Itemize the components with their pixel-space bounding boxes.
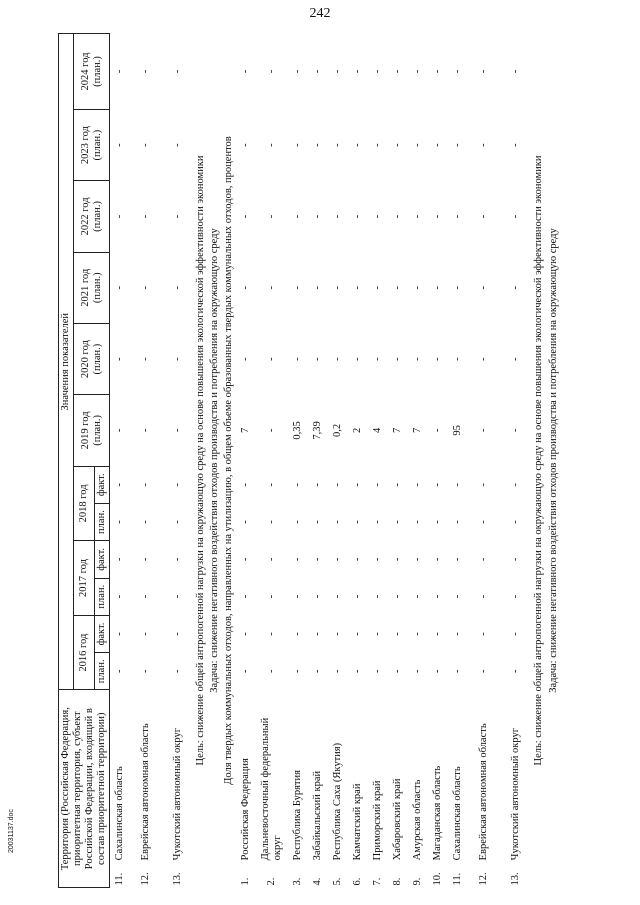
value-cell: - <box>332 520 344 524</box>
value-cell: - <box>266 357 278 361</box>
value-cell: - <box>240 357 252 361</box>
section-1 <box>194 34 236 888</box>
value-cell: - <box>332 357 344 361</box>
value-cell: - <box>240 669 252 674</box>
value-cell: - <box>510 143 522 147</box>
table-row <box>348 34 368 888</box>
value-cell: - <box>114 286 126 290</box>
value-cell: - <box>510 214 522 219</box>
value-cell: - <box>172 520 184 524</box>
value-cell: - <box>392 482 404 487</box>
value-cell: - <box>332 69 344 74</box>
header-2019: 2019 год (план.) <box>74 395 110 466</box>
value-cell: - <box>114 357 126 361</box>
task-text: Задача: снижение негативного воздействия отходов производства и потребления на окружающую среду <box>547 228 559 693</box>
row-number: 11. <box>114 872 126 886</box>
footer-filename: 20031137.doc <box>8 809 15 853</box>
value-cell: - <box>114 557 126 562</box>
value-cell: - <box>432 482 444 487</box>
value-cell: - <box>478 520 490 524</box>
value-cell: - <box>114 482 126 487</box>
value-cell: - <box>478 143 490 147</box>
header-values: Значения показателей <box>59 34 74 690</box>
value-cell: - <box>478 632 490 636</box>
value-cell: - <box>392 143 404 147</box>
value-cell: - <box>332 482 344 487</box>
value-cell: - <box>392 357 404 361</box>
value-cell: - <box>172 428 184 433</box>
value-cell: - <box>114 632 126 636</box>
table-row <box>162 34 194 888</box>
value-cell: - <box>266 428 278 433</box>
value-cell: - <box>412 69 424 74</box>
header-2016: 2016 год <box>74 615 95 690</box>
value-cell: - <box>510 557 522 562</box>
value-cell: - <box>312 143 324 147</box>
table-row <box>448 34 468 888</box>
value-cell: 0,2 <box>332 423 344 437</box>
value-cell: - <box>372 632 384 636</box>
value-cell: - <box>372 482 384 487</box>
value-cell: 95 <box>452 425 464 436</box>
territory-name: Чукотский автономный округ <box>510 727 522 861</box>
value-cell: - <box>432 143 444 147</box>
value-cell: - <box>510 357 522 361</box>
value-cell: - <box>332 286 344 290</box>
territory-name: Дальневосточный федеральный округ <box>260 717 284 861</box>
header-2017: 2017 год <box>74 541 95 616</box>
value-cell: - <box>432 428 444 433</box>
header-2018: 2018 год <box>74 466 95 541</box>
value-cell: - <box>312 482 324 487</box>
value-cell: - <box>432 632 444 636</box>
value-cell: - <box>452 357 464 361</box>
value-cell: - <box>140 69 152 74</box>
value-cell: - <box>392 632 404 636</box>
territory-name: Чукотский автономный округ <box>172 727 184 861</box>
value-cell: - <box>140 357 152 361</box>
value-cell: - <box>312 357 324 361</box>
value-cell: - <box>478 669 490 674</box>
value-cell: - <box>240 286 252 290</box>
territory-name: Сахалинская область <box>114 766 126 861</box>
value-cell: - <box>266 632 278 636</box>
value-cell: - <box>392 594 404 599</box>
value-cell: - <box>266 594 278 599</box>
value-cell: - <box>452 482 464 487</box>
header-2020: 2020 год (план.) <box>74 323 110 394</box>
value-cell: - <box>372 214 384 219</box>
row-number: 12. <box>140 872 152 886</box>
value-cell: - <box>392 214 404 219</box>
header-fact: факт. <box>95 541 110 578</box>
value-cell: - <box>452 594 464 599</box>
value-cell: - <box>172 482 184 487</box>
page-number: 242 <box>309 6 331 21</box>
value-cell: - <box>392 557 404 562</box>
value-cell: - <box>372 286 384 290</box>
value-cell: - <box>266 143 278 147</box>
value-cell: - <box>266 286 278 290</box>
row-number: 9. <box>412 877 424 886</box>
value-cell: - <box>140 520 152 524</box>
value-cell: - <box>352 669 364 674</box>
value-cell: - <box>412 520 424 524</box>
value-cell: 2 <box>352 427 364 434</box>
table-header <box>59 34 110 888</box>
value-cell: - <box>140 632 152 636</box>
value-cell: - <box>312 214 324 219</box>
value-cell: - <box>412 357 424 361</box>
value-cell: - <box>452 286 464 290</box>
value-cell: - <box>292 69 304 74</box>
value-cell: - <box>172 143 184 147</box>
table-row <box>288 34 308 888</box>
value-cell: - <box>452 214 464 219</box>
row-number: 12. <box>478 872 490 886</box>
value-cell: - <box>114 428 126 433</box>
row-number: 1. <box>240 877 252 886</box>
value-cell: - <box>332 594 344 599</box>
value-cell: - <box>412 632 424 636</box>
value-cell: - <box>510 286 522 290</box>
value-cell: - <box>292 557 304 562</box>
value-cell: - <box>292 632 304 636</box>
value-cell: - <box>312 557 324 562</box>
value-cell: - <box>478 214 490 219</box>
value-cell: - <box>452 557 464 562</box>
value-cell: - <box>172 669 184 674</box>
value-cell: - <box>240 482 252 487</box>
territory-name: Российская Федерация <box>240 758 252 861</box>
value-cell: - <box>240 520 252 524</box>
value-cell: - <box>292 214 304 219</box>
value-cell: - <box>412 143 424 147</box>
row-number: 13. <box>172 872 184 886</box>
value-cell: - <box>352 557 364 562</box>
value-cell: - <box>432 214 444 219</box>
value-cell: - <box>478 69 490 74</box>
value-cell: - <box>452 143 464 147</box>
value-cell: - <box>392 520 404 524</box>
value-cell: - <box>478 594 490 599</box>
value-cell: - <box>412 214 424 219</box>
value-cell: - <box>172 286 184 290</box>
value-cell: - <box>332 632 344 636</box>
value-cell: - <box>352 632 364 636</box>
table-row <box>500 34 532 888</box>
value-cell: - <box>292 594 304 599</box>
value-cell: - <box>452 669 464 674</box>
value-cell: - <box>114 520 126 524</box>
value-cell: - <box>172 594 184 599</box>
table-row <box>408 34 428 888</box>
header-fact: факт. <box>95 466 110 503</box>
header-2021: 2021 год (план.) <box>74 252 110 323</box>
value-cell: - <box>240 69 252 74</box>
value-cell: 0,35 <box>292 421 304 440</box>
table-row <box>130 34 162 888</box>
goal-text: Цель: снижение общей антропогенной нагрузки на окружающую среду на основе повышения экологической эффективности экономики <box>533 155 545 766</box>
value-cell: - <box>452 69 464 74</box>
territory-name: Республика Бурятия <box>292 770 304 861</box>
table-body-part-a <box>110 34 195 888</box>
value-cell: - <box>312 669 324 674</box>
value-cell: - <box>140 214 152 219</box>
value-cell: - <box>266 557 278 562</box>
value-cell: - <box>114 669 126 674</box>
territory-name: Еврейская автономная область <box>140 723 152 861</box>
value-cell: - <box>292 482 304 487</box>
value-cell: - <box>240 557 252 562</box>
task-text: Задача: снижение негативного воздействия отходов производства и потребления на окружающую среду <box>209 228 221 693</box>
territory-name: Амурская область <box>412 779 424 861</box>
value-cell: - <box>292 520 304 524</box>
value-cell: - <box>452 520 464 524</box>
row-number: 2. <box>266 877 278 886</box>
value-cell: - <box>266 69 278 74</box>
territory-name: Сахалинская область <box>452 766 464 861</box>
table-row <box>368 34 388 888</box>
header-plan: план. <box>95 578 110 615</box>
value-cell: - <box>352 286 364 290</box>
value-cell: - <box>266 669 278 674</box>
value-cell: - <box>372 520 384 524</box>
row-number: 4. <box>312 877 324 886</box>
value-cell: - <box>266 482 278 487</box>
value-cell: - <box>140 286 152 290</box>
value-cell: - <box>372 557 384 562</box>
row-number: 3. <box>292 877 304 886</box>
value-cell: - <box>432 520 444 524</box>
value-cell: - <box>432 69 444 74</box>
value-cell: - <box>510 69 522 74</box>
row-number: 13. <box>510 872 522 886</box>
value-cell: - <box>478 357 490 361</box>
value-cell: - <box>352 69 364 74</box>
value-cell: - <box>332 557 344 562</box>
value-cell: - <box>114 69 126 74</box>
header-plan: план. <box>95 653 110 690</box>
row-number: 6. <box>352 877 364 886</box>
value-cell: - <box>392 286 404 290</box>
value-cell: - <box>332 143 344 147</box>
row-number: 8. <box>392 877 404 886</box>
value-cell: - <box>392 669 404 674</box>
value-cell: 7 <box>392 427 404 434</box>
rotated-table-block <box>58 33 633 888</box>
value-cell: - <box>172 357 184 361</box>
value-cell: 7,39 <box>312 421 324 440</box>
territory-name: Еврейская автономная область <box>478 723 490 861</box>
territory-name: Хабаровский край <box>392 778 404 861</box>
row-number: 7. <box>372 877 384 886</box>
value-cell: - <box>372 594 384 599</box>
value-cell: - <box>332 214 344 219</box>
value-cell: - <box>478 557 490 562</box>
value-cell: - <box>172 632 184 636</box>
value-cell: - <box>140 594 152 599</box>
value-cell: - <box>510 482 522 487</box>
territory-name: Магаданская область <box>432 765 444 861</box>
value-cell: - <box>432 357 444 361</box>
table-row <box>388 34 408 888</box>
row-number: 10. <box>432 872 444 886</box>
value-cell: - <box>412 557 424 562</box>
territory-name: Приморский край <box>372 780 384 861</box>
table-body-part-b <box>236 34 532 888</box>
value-cell: - <box>412 669 424 674</box>
value-cell: - <box>432 669 444 674</box>
value-cell: - <box>352 357 364 361</box>
value-cell: - <box>292 286 304 290</box>
value-cell: 4 <box>372 427 384 434</box>
header-plan: план. <box>95 503 110 540</box>
header-2023: 2023 год (план.) <box>74 109 110 180</box>
value-cell: - <box>266 520 278 524</box>
value-cell: - <box>412 482 424 487</box>
value-cell: - <box>478 286 490 290</box>
table-row <box>110 34 131 888</box>
goal-text: Цель: снижение общей антропогенной нагрузки на окружающую среду на основе повышения экологической эффективности экономики <box>195 155 207 766</box>
value-cell: - <box>172 69 184 74</box>
value-cell: - <box>452 632 464 636</box>
value-cell: - <box>372 143 384 147</box>
value-cell: - <box>352 214 364 219</box>
territory-name: Камчатский край <box>352 783 364 861</box>
value-cell: 7 <box>240 427 252 434</box>
value-cell: - <box>240 632 252 636</box>
value-cell: - <box>114 594 126 599</box>
value-cell: - <box>114 214 126 219</box>
section-2 <box>532 34 560 888</box>
header-2024: 2024 год (план.) <box>74 34 110 110</box>
value-cell: - <box>240 143 252 147</box>
value-cell: - <box>510 669 522 674</box>
value-cell: - <box>140 428 152 433</box>
header-fact: факт. <box>95 615 110 652</box>
value-cell: - <box>478 428 490 433</box>
value-cell: - <box>114 143 126 147</box>
value-cell: - <box>266 214 278 219</box>
table-row <box>468 34 500 888</box>
value-cell: - <box>312 69 324 74</box>
value-cell: - <box>312 520 324 524</box>
value-cell: - <box>312 594 324 599</box>
value-cell: - <box>510 632 522 636</box>
row-number: 5. <box>332 877 344 886</box>
value-cell: - <box>392 69 404 74</box>
value-cell: - <box>478 482 490 487</box>
value-cell: - <box>510 428 522 433</box>
value-cell: - <box>332 669 344 674</box>
value-cell: - <box>140 482 152 487</box>
value-cell: - <box>352 594 364 599</box>
value-cell: - <box>372 69 384 74</box>
value-cell: - <box>172 214 184 219</box>
value-cell: - <box>312 632 324 636</box>
value-cell: - <box>140 143 152 147</box>
table-row <box>236 34 256 888</box>
indicator-title: Доля твердых коммунальных отходов, направленных на утилизацию, в общем объеме образованных твердых коммунальных отходов, процентов <box>223 136 235 785</box>
value-cell: - <box>240 594 252 599</box>
value-cell: - <box>172 557 184 562</box>
value-cell: 7 <box>412 427 424 434</box>
value-cell: - <box>432 286 444 290</box>
value-cell: - <box>292 357 304 361</box>
value-cell: - <box>292 143 304 147</box>
indicators-table <box>58 33 561 888</box>
value-cell: - <box>352 520 364 524</box>
value-cell: - <box>510 520 522 524</box>
value-cell: - <box>510 594 522 599</box>
value-cell: - <box>372 669 384 674</box>
value-cell: - <box>352 482 364 487</box>
territory-name: Забайкальский край <box>312 770 324 861</box>
value-cell: - <box>140 669 152 674</box>
value-cell: - <box>432 594 444 599</box>
table-row <box>428 34 448 888</box>
value-cell: - <box>432 557 444 562</box>
value-cell: - <box>412 594 424 599</box>
table-row <box>328 34 348 888</box>
value-cell: - <box>352 143 364 147</box>
header-2022: 2022 год (план.) <box>74 181 110 252</box>
value-cell: - <box>372 357 384 361</box>
value-cell: - <box>140 557 152 562</box>
value-cell: - <box>412 286 424 290</box>
table-row <box>256 34 288 888</box>
value-cell: - <box>312 286 324 290</box>
row-number: 11. <box>452 872 464 886</box>
value-cell: - <box>240 214 252 219</box>
header-territory: Территория (Российская Федерация, приоритетная территория, субъект Российской Федерации, входящий в состав приоритетной территории) <box>59 690 110 888</box>
table-row <box>308 34 328 888</box>
territory-name: Республика Саха (Якутия) <box>332 742 344 861</box>
value-cell: - <box>292 669 304 674</box>
